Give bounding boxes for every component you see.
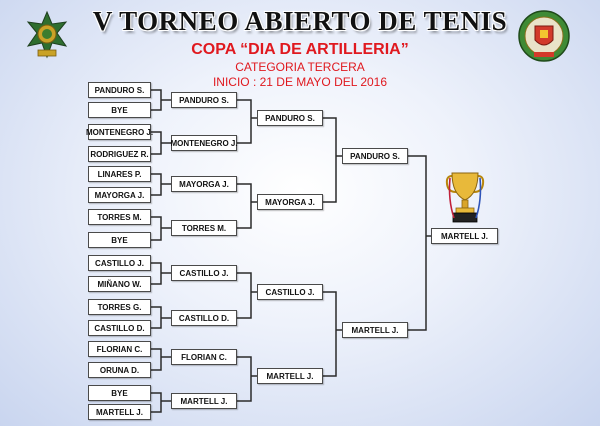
semifinal-slot-2: MARTELL J. [342,322,408,338]
round1-slot-6: MAYORGA J. [88,187,151,203]
round1-slot-3: MONTENEGRO J. [88,124,151,140]
round1-slot-15: BYE [88,385,151,401]
round2-slot-6: CASTILLO D. [171,310,237,326]
round1-slot-13: FLORIAN C. [88,341,151,357]
round3-slot-3: CASTILLO J. [257,284,323,300]
page-title: V TORNEO ABIERTO DE TENIS [92,6,508,36]
round3-slot-1: PANDURO S. [257,110,323,126]
round3-slot-2: MAYORGA J. [257,194,323,210]
champion-slot: MARTELL J. [431,228,498,244]
round1-slot-10: MIÑANO W. [88,276,151,292]
round1-slot-16: MARTELL J. [88,404,151,420]
round1-slot-12: CASTILLO D. [88,320,151,336]
round1-slot-8: BYE [88,232,151,248]
round2-slot-7: FLORIAN C. [171,349,237,365]
round1-slot-7: TORRES M. [88,209,151,225]
round1-slot-1: PANDURO S. [88,82,151,98]
category-label: CATEGORIA TERCERA [235,60,365,74]
start-date-label: INICIO : 21 DE MAYO DEL 2016 [212,75,388,89]
round1-slot-4: RODRIGUEZ R. [88,146,151,162]
trophy-icon [444,170,486,226]
round3-slot-4: MARTELL J. [257,368,323,384]
round1-slot-5: LINARES P. [88,166,151,182]
round2-slot-5: CASTILLO J. [171,265,237,281]
round2-slot-2: MONTENEGRO J. [171,135,237,151]
round1-slot-2: BYE [88,102,151,118]
round2-slot-3: MAYORGA J. [171,176,237,192]
round2-slot-8: MARTELL J. [171,393,237,409]
round1-slot-14: ORUNA D. [88,362,151,378]
round2-slot-1: PANDURO S. [171,92,237,108]
round1-slot-9: CASTILLO J. [88,255,151,271]
tournament-subtitle: COPA “DIA DE ARTILLERIA” [191,41,409,58]
semifinal-slot-1: PANDURO S. [342,148,408,164]
round1-slot-11: TORRES G. [88,299,151,315]
round2-slot-4: TORRES M. [171,220,237,236]
